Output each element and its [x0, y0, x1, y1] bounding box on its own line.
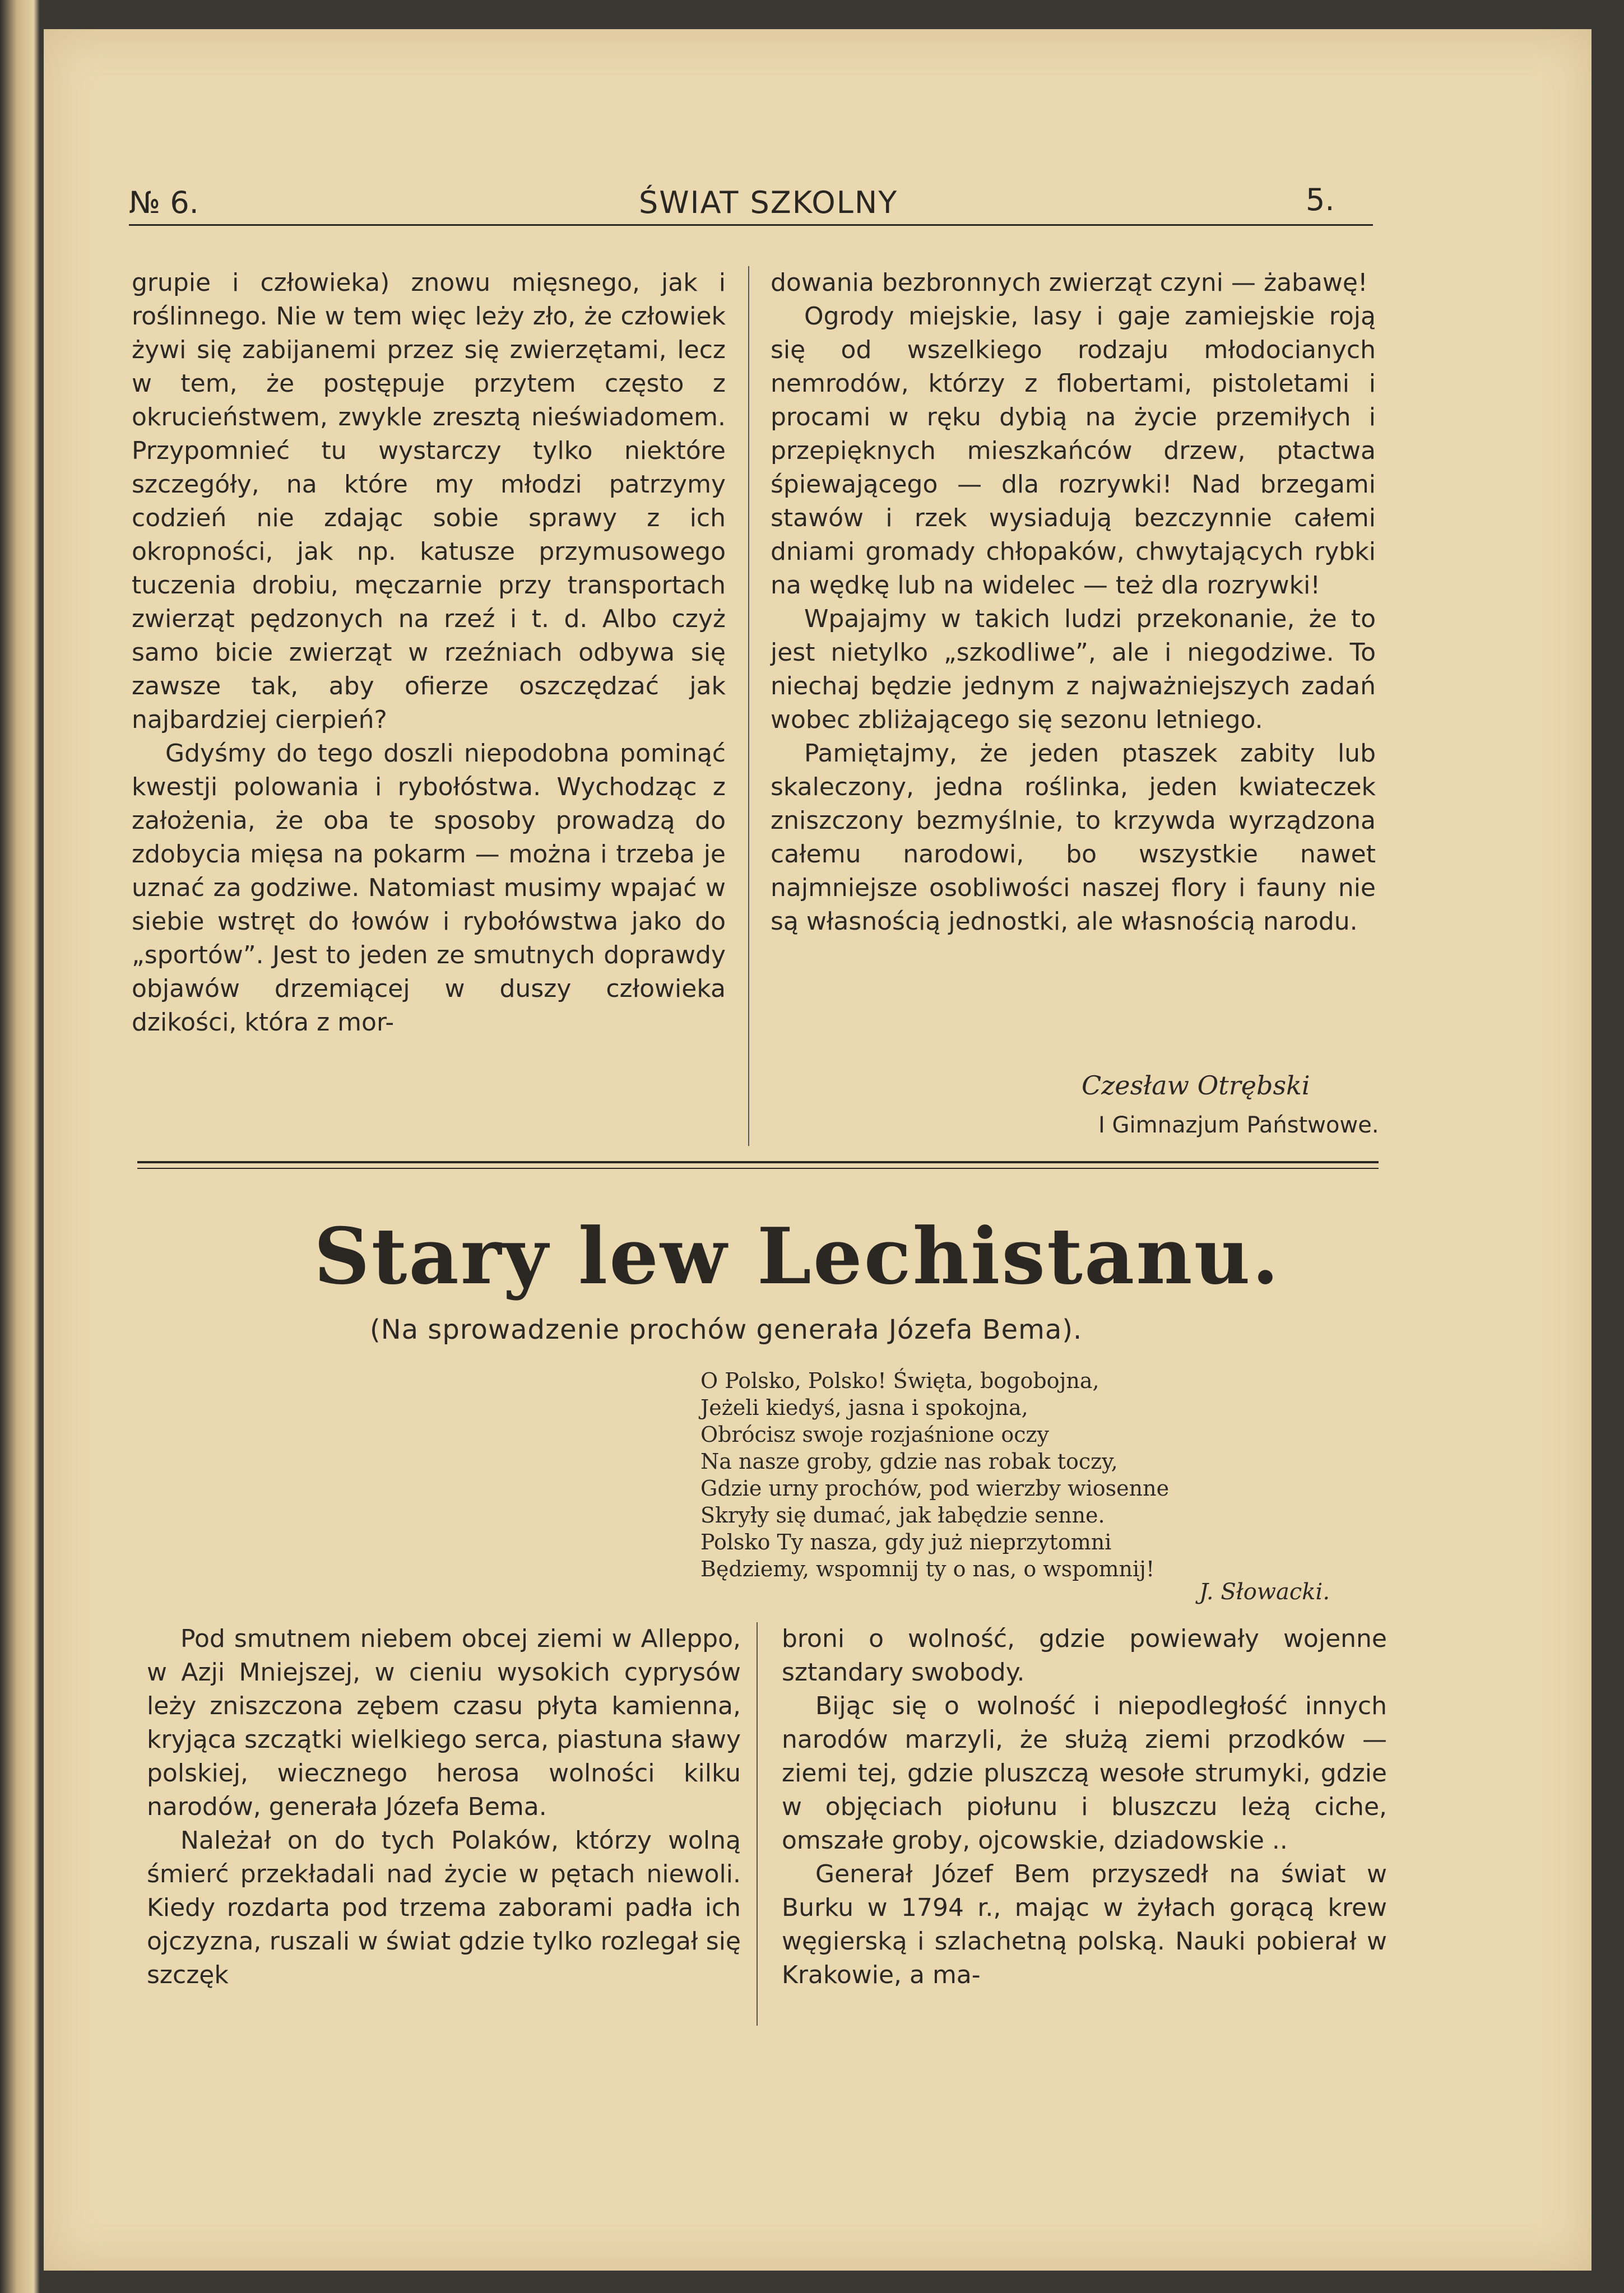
- paragraph: Ogrody miejskie, lasy i gaje zamiejskie roją się od wszelkiego rodzaju młodocianych nemrodów, którzy z flobertami, pistoletami i procami w ręku dybią na życie przemiłych i przepięknych mieszkańców drzew, ptactwa śpiewającego — dla rozrywki! Nad brzegami stawów i rzek wysiadują bezczynnie całemi dniami gromady chłopaków, chwytających rybki na wędkę lub na widelec — też dla rozrywki!: [771, 302, 1376, 600]
- poem-author: J. Słowacki.: [1199, 1579, 1330, 1605]
- poem-line: Na nasze groby, gdzie nas robak toczy,: [700, 1449, 1118, 1474]
- epigraph-poem: [700, 1367, 1289, 1582]
- paragraph: dowania bezbronnych zwierząt czyni — żabawę!: [771, 268, 1368, 297]
- paragraph: Bijąc się o wolność i niepodległość innych narodów marzyli, że służą ziemi przodków — ziemi tej, gdzie pluszczą wesołe strumyki, gdzie w objęciach piołunu i bluszczu leżą ciche, omszałe groby, ojcowskie, dziadowskie ..: [782, 1692, 1387, 1855]
- paragraph: Należał on do tych Polaków, którzy wolną śmierć przekładali nad życie w pętach niewoli. Kiedy rozdarta pod trzema zaborami padła ich ojczyzna, ruszali w świat gdzie tylko rozlegał się szczęk: [147, 1826, 741, 1989]
- paragraph: broni o wolność, gdzie powiewały wojenne sztandary swobody.: [782, 1624, 1387, 1687]
- article1-right-column: [771, 266, 1376, 939]
- column-divider: [757, 1622, 758, 2026]
- article1-left-column: [132, 266, 726, 1039]
- paragraph: Gdyśmy do tego doszli niepodobna pominąć kwestji polowania i rybołóstwa. Wychodząc z założenia, że oba te sposoby prowadzą do zdobycia mięsa na pokarm — można i trzeba je uznać za godziwe. Natomiast musimy wpajać w siebie wstręt do łowów i rybołówstwa jako do „sportów”. Jest to jeden ze smutnych doprawdy objawów drzemiącej w duszy człowieka dzikości, która z mor-: [132, 739, 726, 1037]
- poem-line: Obrócisz swoje rozjaśnione oczy: [700, 1422, 1050, 1447]
- article2-title: Stary lew Lechistanu.: [314, 1210, 1280, 1302]
- previous-page-edge: [0, 0, 39, 2293]
- paragraph: Pod smutnem niebem obcej ziemi w Alleppo, w Azji Mniejszej, w cieniu wysokich cyprysów leży zniszczona zębem czasu płyta kamienna, kryjąca szczątki wielkiego serca, piastuna sławy polskiej, wiecznego herosa wolności kilku narodów, generała Józefa Bema.: [147, 1624, 741, 1821]
- article1-school: I Gimnazjum Państwowe.: [1098, 1112, 1379, 1138]
- column-divider: [748, 266, 749, 1146]
- section-divider: [137, 1161, 1379, 1163]
- article1-author: Czesław Otrębski: [1082, 1070, 1310, 1101]
- poem-line: Skryły się dumać, jak łabędzie senne.: [700, 1503, 1105, 1528]
- section-divider: [137, 1168, 1379, 1169]
- poem-line: Gdzie urny prochów, pod wierzby wiosenne: [700, 1476, 1170, 1501]
- paragraph: Pamiętajmy, że jeden ptaszek zabity lub skaleczony, jedna roślinka, jeden kwiateczek zniszczony bezmyślnie, to krzywda wyrządzona całemu narodowi, bo wszystkie nawet najmniejsze osobliwości naszej flory i fauny nie są własnością jednostki, ale własnością narodu.: [771, 739, 1376, 936]
- paragraph: Wpajajmy w takich ludzi przekonanie, że to jest nietylko „szkodliwe”, ale i niegodziwe. To niechaj będzie jednym z najważniejszych zadań wobec zbliżającego się sezonu letniego.: [771, 605, 1376, 734]
- article2-left-column: [147, 1622, 741, 1992]
- paragraph: grupie i człowieka) znowu mięsnego, jak i roślinnego. Nie w tem więc leży zło, że człowiek żywi się zabijanemi przez się zwierzętami, lecz w tem, że postępuje przytem często z okrucieństwem, zwykle zresztą nieświadomem. Przypomnieć tu wystarczy tylko niektóre szczegóły, na które my młodzi patrzymy codzień nie zdając sobie sprawy z ich okropności, jak np. katusze przymusowego tuczenia drobiu, męczarnie przy transportach zwierząt pędzonych na rzeź i t. d. Albo czyż samo bicie zwierząt w rzeźniach odbywa się zawsze tak, aby ofierze oszczędzać jak najbardziej cierpień?: [132, 268, 726, 734]
- poem-line: Polsko Ty nasza, gdy już nieprzytomni: [700, 1530, 1112, 1554]
- paragraph: Generał Józef Bem przyszedł na świat w Burku w 1794 r., mając w żyłach gorącą krew węgierską i szlachetną polską. Nauki pobierał w Krakowie, a ma-: [782, 1860, 1387, 1989]
- poem-line: O Polsko, Polsko! Święta, bogobojna,: [700, 1368, 1099, 1393]
- poem-line: Będziemy, wspomnij ty o nas, o wspomnij!: [700, 1557, 1155, 1581]
- article2-right-column: [782, 1622, 1387, 1992]
- article2-subtitle: (Na sprowadzenie prochów generała Józefa Bema).: [370, 1314, 1083, 1345]
- poem-line: Jeżeli kiedyś, jasna i spokojna,: [700, 1395, 1028, 1420]
- page-number: 5.: [1306, 182, 1335, 217]
- issue-number: № 6.: [129, 185, 199, 220]
- header-rule: [129, 224, 1373, 226]
- journal-title: ŚWIAT SZKOLNY: [639, 185, 898, 220]
